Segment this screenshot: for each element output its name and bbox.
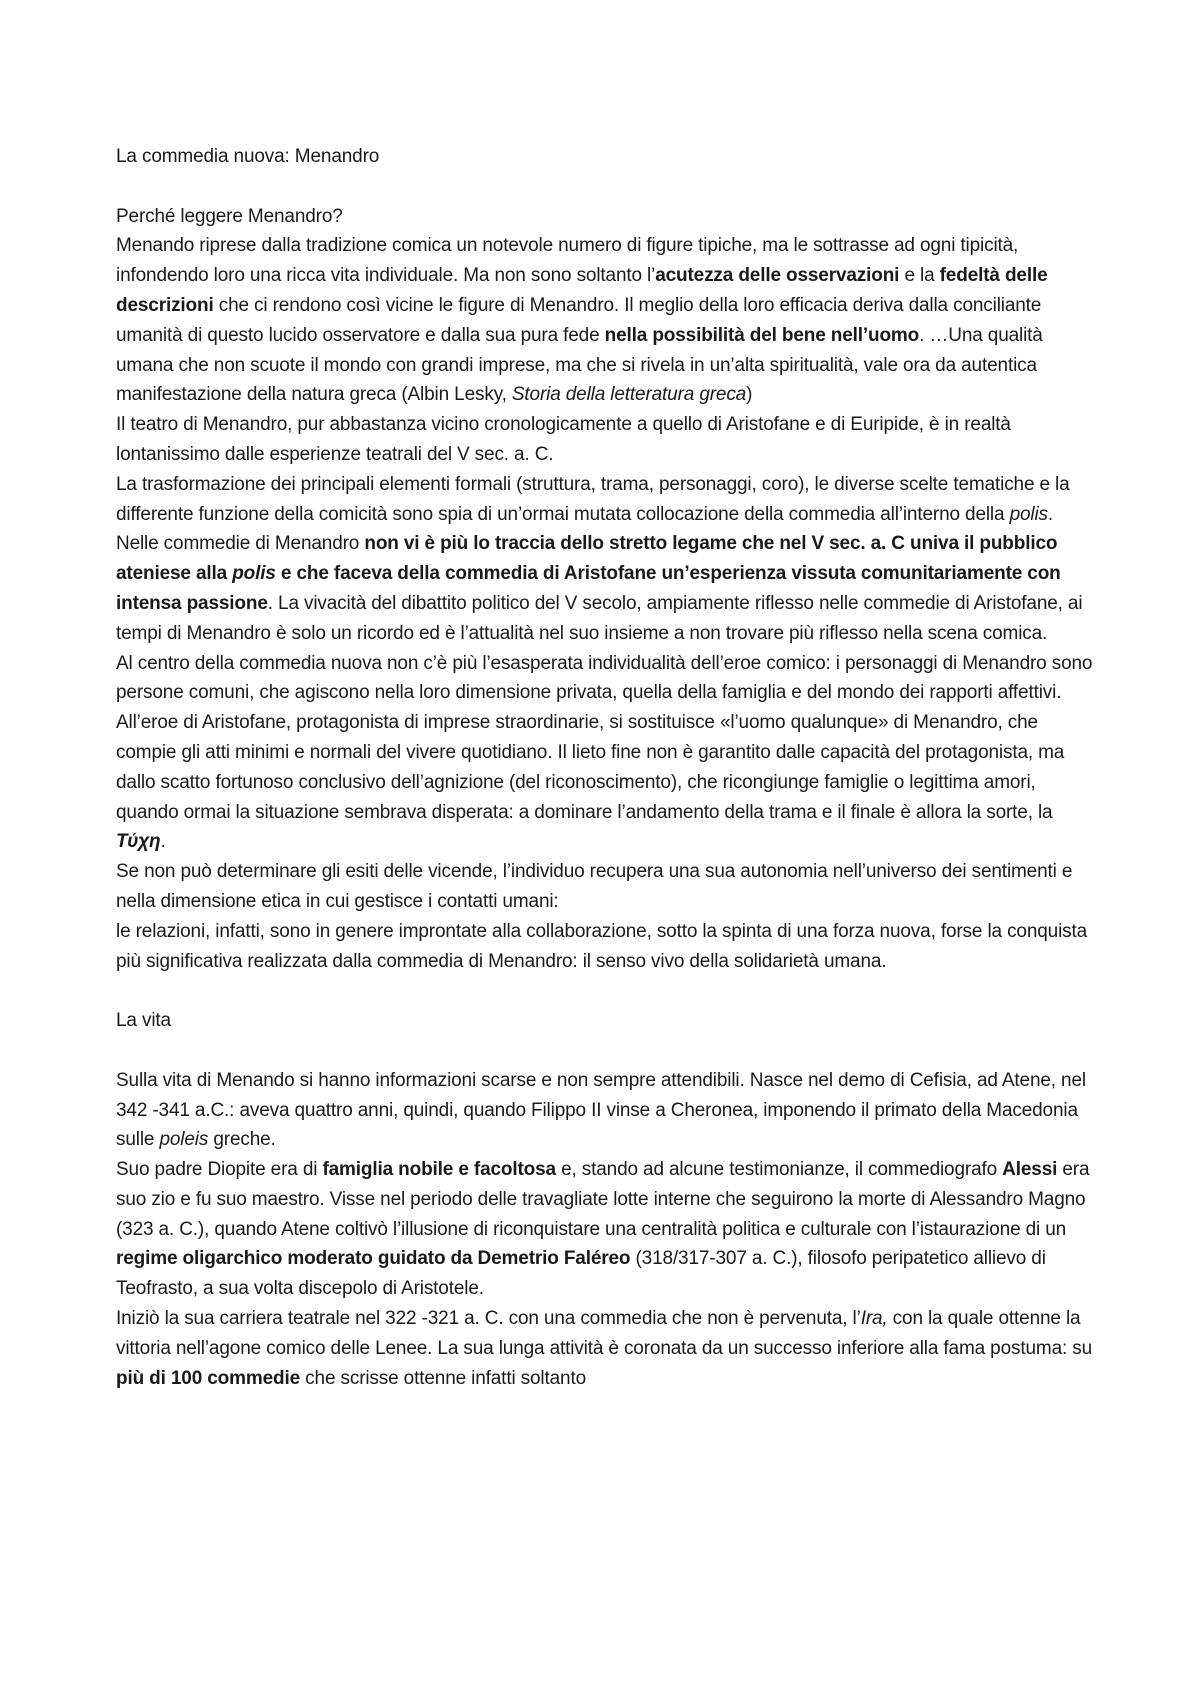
paragraph xyxy=(116,1066,1096,1155)
text-run: Nelle commedie di Menandro xyxy=(116,533,365,555)
text-run: Il teatro di Menandro, pur abbastanza vicino cronologicamente a quello di Aristofane e di Euripide, è in realtà lontanissimo dalle esperienze teatrali del V sec. a. C. xyxy=(116,414,1011,465)
text-run: polis xyxy=(232,563,276,585)
text-run: Storia della letteratura greca xyxy=(511,384,747,406)
text-run: che scrisse ottenne infatti soltanto xyxy=(300,1367,586,1389)
paragraph xyxy=(116,857,1096,917)
text-run: e che faceva della commedia di Aristofane un’esperienza vissuta comunitariamente con intensa passione xyxy=(116,563,1061,614)
text-run: greche. xyxy=(208,1129,276,1151)
paragraph xyxy=(116,917,1096,977)
paragraph xyxy=(116,1304,1096,1393)
text-run: e, stando ad alcune testimonianze, il commediografo xyxy=(555,1159,1003,1181)
text-run: Suo padre Diopite era di xyxy=(116,1159,323,1181)
text-run: Sulla vita di Menando si hanno informazioni scarse e non sempre attendibili. Nasce nel demo di Cefisia, ad Atene, nel 342 -341 a.C.: aveva quattro anni, quindi, quando Filippo II vinse a Cheronea, imponendo il primato della Macedonia sulle xyxy=(116,1069,1086,1151)
text-run: Se non può determinare gli esiti delle vicende, l’individuo recupera una sua autonomia nell’universo dei sentimenti e nella dimensione etica in cui gestisce i contatti umani: xyxy=(116,861,1073,912)
text-run: . xyxy=(160,831,166,853)
section-body-perche xyxy=(116,231,1096,976)
text-run: più di 100 commedie xyxy=(116,1367,301,1389)
text-run: Iniziò la sua carriera teatrale nel 322 -321 a. C. con una commedia che non è pervenuta, l’ xyxy=(116,1308,861,1330)
document-page xyxy=(116,142,1096,1393)
paragraph xyxy=(116,1155,1096,1304)
blank-line xyxy=(116,172,1096,202)
text-run: era suo zio e fu suo maestro. Visse nel periodo delle travagliate lotte interne che seguirono la morte di Alessandro Magno (323 a. C.), quando Atene coltivò l’illusione di riconquistare una centralità politica e culturale con l’istaurazione di un xyxy=(116,1159,1090,1240)
section-body-vita xyxy=(116,1066,1096,1394)
text-run: . La vivacità del dibattito politico del V secolo, ampiamente riflesso nelle commedie di Aristofane, ai tempi di Menandro è solo un ricordo ed è l’attualità nel suo insieme a non trovare più riflesso nella scena comica. xyxy=(116,592,1083,644)
text-run: fedeltà delle descrizioni xyxy=(116,265,1048,316)
text-run: polis xyxy=(1009,503,1048,525)
text-run: Ira, xyxy=(860,1308,888,1330)
text-run: e la xyxy=(899,265,940,287)
text-run: famiglia nobile e facoltosa xyxy=(322,1159,556,1181)
paragraph xyxy=(116,470,1096,530)
blank-line xyxy=(116,976,1096,1006)
text-run: La trasformazione dei principali elementi formali (struttura, trama, personaggi, coro), le diverse scelte tematiche e la differente funzione della comicità sono spia di un’ormai mutata collocazione della commedia all’interno della xyxy=(116,473,1070,525)
blank-line xyxy=(116,1036,1096,1066)
paragraph xyxy=(116,231,1096,410)
text-run: nella possibilità del bene nell’uomo xyxy=(604,324,920,346)
text-run: All’eroe di Aristofane, protagonista di imprese straordinarie, si sostituisce «l’uomo qualunque» di Menandro, che compie gli atti minimi e normali del vivere quotidiano. Il lieto fine non è garantito dalle capacità del protagonista, ma dallo scatto fortunoso conclusivo dell’agnizione (del riconoscimento), che ricongiunge famiglie o legittima amori, quando ormai la situazione sembrava disperata: a dominare l’andamento della trama e il finale è allora la sorte, la xyxy=(116,712,1065,823)
text-run: Alessi xyxy=(1002,1159,1058,1181)
text-run: . …Una qualità umana che non scuote il mondo con grandi imprese, ma che si rivela in un’alta spiritualità, vale ora da autentica manifestazione della natura greca (Albin Lesky, xyxy=(116,324,1043,406)
paragraph xyxy=(116,708,1096,857)
text-run: (318/317-307 a. C.), filosofo peripatetico allievo di Teofrasto, a sua volta discepolo di Aristotele. xyxy=(116,1248,1046,1300)
text-run: Al centro della commedia nuova non c’è più l’esasperata individualità dell’eroe comico: i personaggi di Menandro sono persone comuni, che agiscono nella loro dimensione privata, quella della famiglia e del mondo dei rapporti affettivi. xyxy=(116,652,1093,704)
text-run: . xyxy=(1047,503,1054,525)
paragraph xyxy=(116,649,1096,709)
text-run: non vi è più lo traccia dello stretto legame che nel V sec. a. C univa il pubblico ateniese alla xyxy=(116,533,1058,585)
section-heading-vita: La vita xyxy=(116,1010,171,1032)
text-run: Menando riprese dalla tradizione comica un notevole numero di figure tipiche, ma le sottrasse ad ogni tipicità, infondendo loro una ricca vita individuale. Ma non sono soltanto l’ xyxy=(116,235,1019,287)
text-run: ) xyxy=(746,384,753,406)
document-title: La commedia nuova: Menandro xyxy=(116,146,380,167)
text-run: che ci rendono così vicine le figure di Menandro. Il meglio della loro efficacia deriva dalla conciliante umanità di questo lucido osservatore e dalla sua pura fede xyxy=(116,294,1042,346)
text-run: Τύχη xyxy=(116,831,161,853)
text-run: acutezza delle osservazioni xyxy=(655,265,900,287)
text-run: con la quale ottenne la vittoria nell’agone comico delle Lenee. La sua lunga attività è coronata da un successo inferiore alla fama postuma: su xyxy=(116,1308,1093,1359)
paragraph xyxy=(116,529,1096,648)
text-run: le relazioni, infatti, sono in genere improntate alla collaborazione, sotto la spinta di una forza nuova, forse la conquista più significativa realizzata dalla commedia di Menandro: il senso vivo della solidarietà umana. xyxy=(116,920,1088,972)
section-heading-perche: Perché leggere Menandro? xyxy=(116,205,343,227)
text-run: poleis xyxy=(159,1129,209,1151)
text-run: regime oligarchico moderato guidato da Demetrio Faléreo xyxy=(116,1248,631,1270)
paragraph xyxy=(116,410,1096,470)
